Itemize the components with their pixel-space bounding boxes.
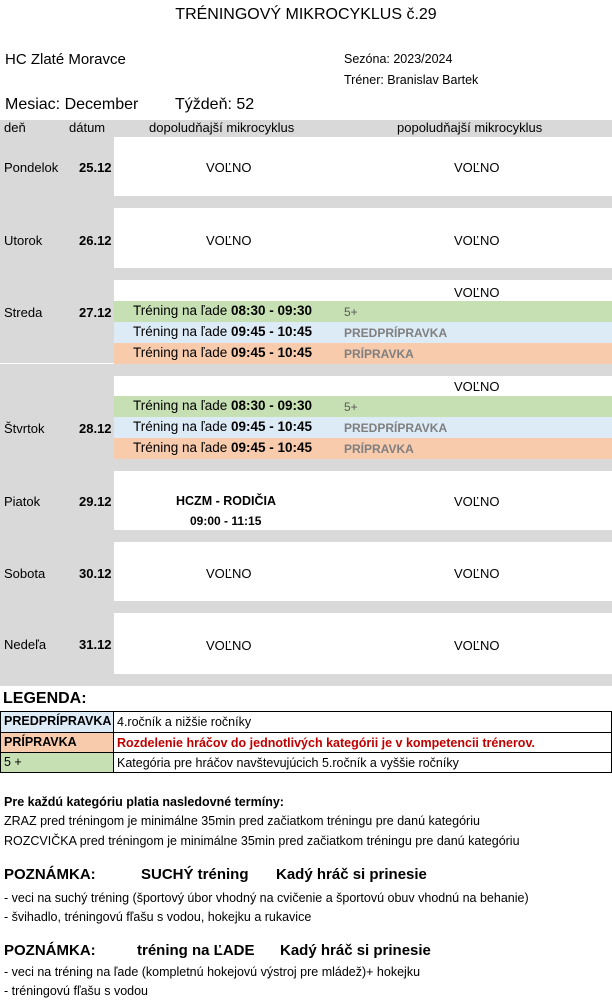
pm-activity: VOĽNO — [454, 494, 500, 509]
day-cell-sobota — [0, 542, 114, 601]
season-label: Sezóna: 2023/2024 — [344, 52, 453, 66]
day-name: Pondelok — [4, 160, 59, 175]
day-name: Streda — [4, 305, 43, 320]
col-date: dátum — [69, 120, 106, 135]
day-date: 29.12 — [79, 494, 112, 509]
col-morning: dopoludňajší mikrocyklus — [149, 120, 295, 135]
legend-value: 4.ročník a nižšie ročníky — [117, 715, 252, 729]
session-label: Tréning na ľade 09:45 - 10:45 — [133, 324, 313, 339]
legend-key: PRÍPRAVKA — [1, 733, 114, 752]
legend-value: Kategória pre hráčov navštevujúcich 5.ročník a vyššie ročníky — [117, 756, 459, 770]
session-band-pripravka — [114, 438, 612, 459]
row-separator — [0, 196, 612, 208]
col-afternoon: popoludňajší mikrocyklus — [397, 120, 543, 135]
session-label: Tréning na ľade 09:45 - 10:45 — [133, 440, 313, 455]
week-label: Týždeň: 52 — [175, 96, 255, 113]
session-category: 5+ — [344, 400, 358, 414]
session-label: Tréning na ľade 09:45 - 10:45 — [133, 419, 313, 434]
day-date: 28.12 — [79, 421, 112, 436]
day-date: 27.12 — [79, 305, 112, 320]
day-cell-streda — [0, 280, 114, 363]
row-separator — [0, 459, 612, 471]
day-name: Sobota — [4, 566, 46, 581]
day-name: Piatok — [4, 494, 41, 509]
legend-row — [1, 712, 611, 732]
row-separator — [0, 364, 612, 376]
col-day: deň — [4, 120, 26, 135]
day-cell-nedela — [0, 613, 114, 674]
team-name: HC Zlaté Moravce — [5, 51, 126, 68]
am-activity: VOĽNO — [206, 638, 252, 653]
session-band-predpripravka — [114, 322, 612, 343]
session-band-predpripravka — [114, 417, 612, 438]
session-label: Tréning na ľade 08:30 - 09:30 — [133, 398, 313, 413]
note-ice-label: POZNÁMKA: — [4, 942, 96, 959]
session-band-5plus — [114, 301, 612, 322]
row-separator — [0, 601, 612, 613]
pm-activity: VOĽNO — [454, 233, 500, 248]
pm-activity: VOĽNO — [454, 285, 500, 300]
page-title: TRÉNINGOVÝ MIKROCYKLUS č.29 — [175, 6, 437, 23]
am-activity: VOĽNO — [206, 566, 252, 581]
am-activity-time: 09:00 - 11:15 — [190, 514, 262, 528]
terms-heading: Pre každú kategóriu platia nasledovné termíny: — [4, 795, 284, 809]
legend-value: Rozdelenie hráčov do jednotlivých kategórii je v kompetencii trénerov. — [117, 736, 535, 750]
day-cell-pondelok — [0, 137, 114, 196]
session-category: PREDPRÍPRAVKA — [344, 421, 448, 435]
day-date: 25.12 — [79, 160, 112, 175]
month-label: Mesiac: December — [5, 96, 139, 113]
legend-key: 5 + — [1, 753, 114, 772]
note-ice-item: - veci na tréning na ľade (kompletnú hokejovú výstroj pre mládež)+ hokejku — [4, 965, 421, 979]
day-cell-piatok — [0, 471, 114, 530]
terms-line: ROZCVIČKA pred tréningom je minimálne 35min pred začiatkom tréningu pre danú kategóriu — [4, 834, 520, 848]
am-activity: HCZM - RODIČIA — [176, 494, 276, 508]
row-separator — [0, 530, 612, 542]
day-name: Nedeľa — [4, 637, 47, 652]
pm-activity: VOĽNO — [454, 379, 500, 394]
terms-line: ZRAZ pred tréningom je minimálne 35min pred začiatkom tréningu pre danú kategóriu — [4, 814, 480, 828]
pm-activity: VOĽNO — [454, 160, 500, 175]
note-ice-item: - tréningovú fľašu s vodou — [4, 984, 149, 998]
am-activity: VOĽNO — [206, 233, 252, 248]
note-dry-label: POZNÁMKA: — [4, 866, 96, 883]
coach-label: Tréner: Branislav Bartek — [344, 73, 479, 87]
column-header-row — [0, 120, 612, 137]
day-name: Štvrtok — [4, 421, 45, 436]
day-date: 30.12 — [79, 566, 112, 581]
pm-activity: VOĽNO — [454, 638, 500, 653]
row-separator — [0, 268, 612, 280]
note-dry-item: - švihadlo, tréningovú fľašu s vodou, hokejku a rukavice — [4, 910, 312, 924]
session-category: PRÍPRAVKA — [344, 347, 414, 361]
note-dry-bring: Kadý hráč si prinesie — [276, 866, 427, 883]
session-category: PRÍPRAVKA — [344, 442, 414, 456]
row-separator — [0, 674, 612, 686]
am-activity: VOĽNO — [206, 160, 252, 175]
day-cell-utorok — [0, 208, 114, 268]
day-name: Utorok — [4, 233, 43, 248]
legend-row — [1, 732, 611, 752]
session-category: PREDPRÍPRAVKA — [344, 326, 448, 340]
note-ice-bring: Kadý hráč si prinesie — [280, 942, 431, 959]
day-date: 31.12 — [79, 637, 112, 652]
day-cell-stvrtok — [0, 376, 114, 459]
legend-row — [1, 752, 611, 772]
note-dry-item: - veci na suchý tréning (športový úbor vhodný na cvičenie a športovú obuv vhodnú na behanie) — [4, 891, 529, 905]
session-band-5plus — [114, 396, 612, 417]
session-label: Tréning na ľade 09:45 - 10:45 — [133, 345, 313, 360]
session-band-pripravka — [114, 343, 612, 364]
legend-table — [0, 711, 612, 773]
legend-key: PREDPRÍPRAVKA — [1, 712, 114, 732]
day-date: 26.12 — [79, 233, 112, 248]
session-category: 5+ — [344, 305, 358, 319]
note-dry-type: SUCHÝ tréning — [141, 866, 249, 883]
session-label: Tréning na ľade 08:30 - 09:30 — [133, 303, 313, 318]
legend-title: LEGENDA: — [3, 690, 87, 707]
note-ice-type: tréning na ĽADE — [137, 942, 255, 959]
pm-activity: VOĽNO — [454, 566, 500, 581]
